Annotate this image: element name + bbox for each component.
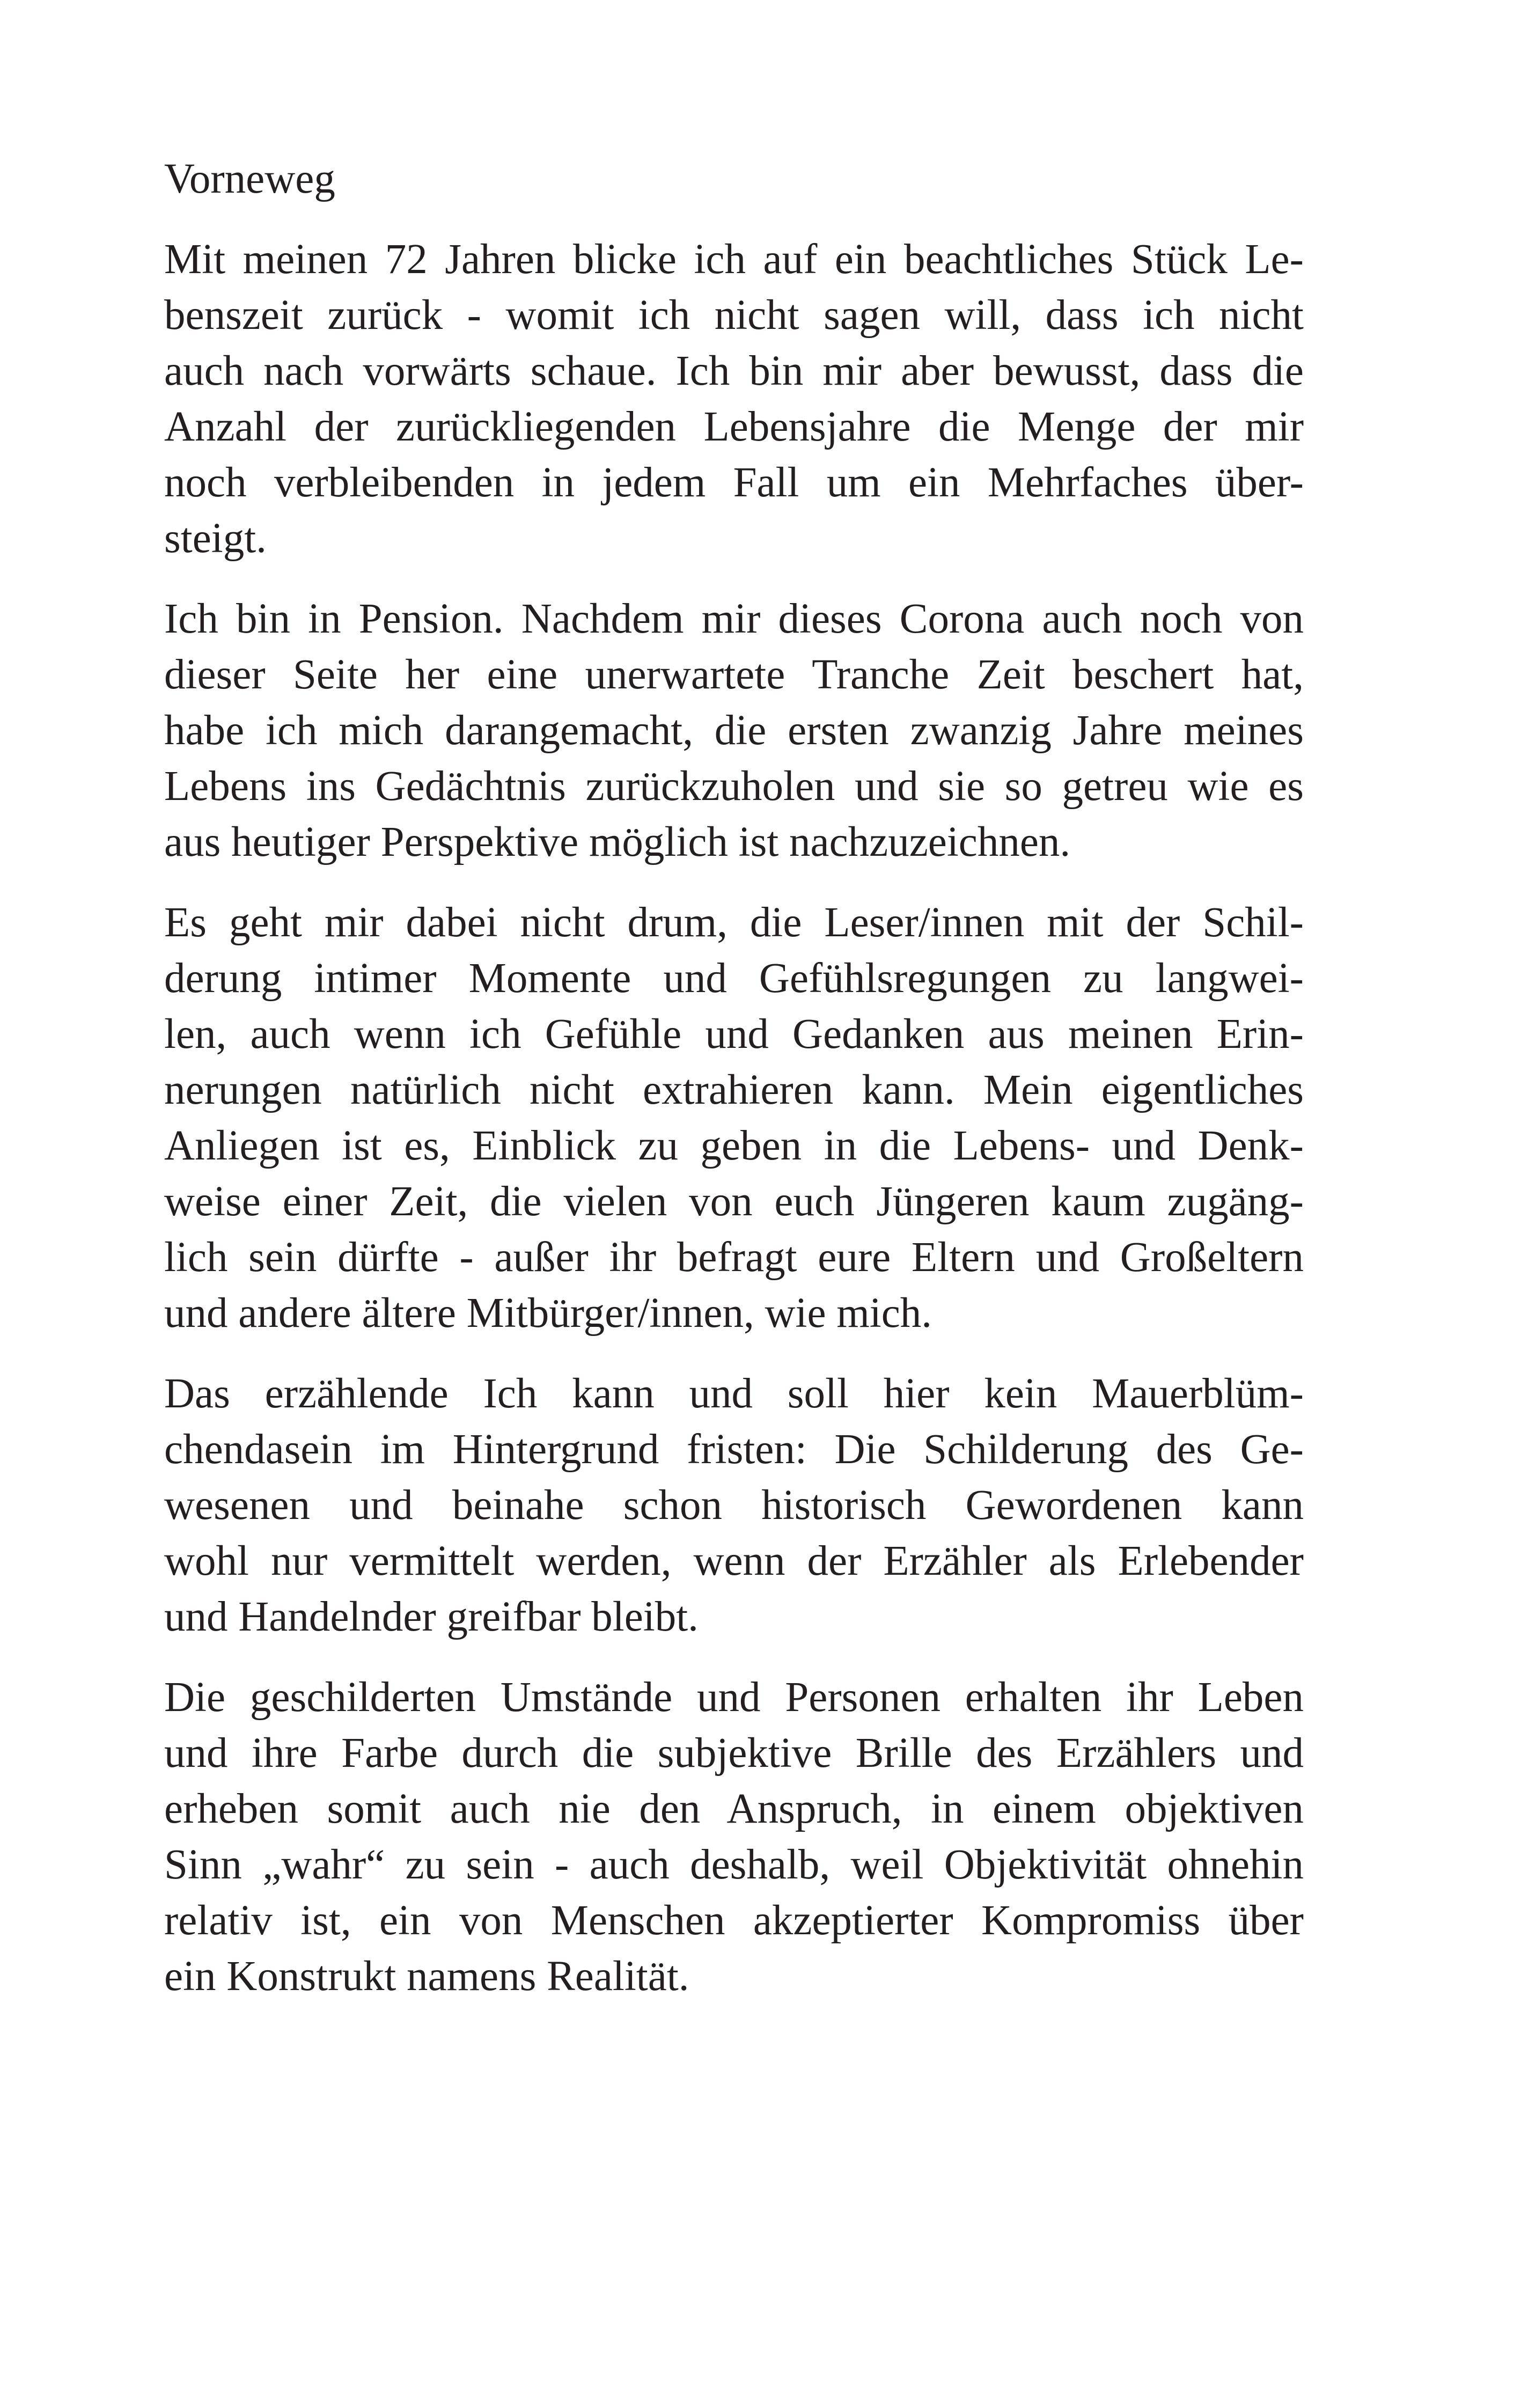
text-line: Mit meinen 72 Jahren blicke ich auf ein beachtliches Stück Le- — [164, 236, 1304, 283]
text-line: len, auch wenn ich Gefühle und Gedanken aus meinen Erin- — [164, 1011, 1304, 1058]
text-line: weise einer Zeit, die vielen von euch Jüngeren kaum zugäng- — [164, 1178, 1304, 1225]
text-line: steigt. — [164, 515, 267, 562]
text-line: nerungen natürlich nicht extrahieren kann. Mein eigentliches — [164, 1067, 1304, 1113]
text-line: wesenen und beinahe schon historisch Gewordenen kann — [164, 1482, 1304, 1529]
text-line: und andere ältere Mitbürger/innen, wie mich. — [164, 1290, 932, 1337]
text-line: relativ ist, ein von Menschen akzeptierter Kompromiss über — [164, 1897, 1304, 1944]
text-line: Ich bin in Pension. Nachdem mir dieses Corona auch noch von — [164, 596, 1304, 642]
text-line: Sinn „wahr“ zu sein - auch deshalb, weil Objektivität ohnehin — [164, 1841, 1304, 1888]
text-line: derung intimer Momente und Gefühlsregungen zu langwei- — [164, 955, 1304, 1002]
text-line: und Handelnder greifbar bleibt. — [164, 1594, 699, 1640]
text-line: Anzahl der zurückliegenden Lebensjahre die Menge der mir — [164, 403, 1304, 450]
text-line: Das erzählende Ich kann und soll hier kein Mauerblüm- — [164, 1370, 1304, 1417]
text-line: habe ich mich darangemacht, die ersten zwanzig Jahre meines — [164, 707, 1304, 754]
text-line: lich sein dürfte - außer ihr befragt eure Eltern und Großeltern — [164, 1234, 1304, 1281]
paragraph — [164, 591, 1304, 870]
paragraph — [164, 232, 1304, 567]
text-line: und ihre Farbe durch die subjektive Brille des Erzählers und — [164, 1730, 1304, 1776]
text-line: auch nach vorwärts schaue. Ich bin mir aber bewusst, dass die — [164, 348, 1304, 394]
text-line: chendasein im Hintergrund fristen: Die Schilderung des Ge- — [164, 1426, 1304, 1473]
text-line: Es geht mir dabei nicht drum, die Leser/innen mit der Schil- — [164, 899, 1304, 946]
text-line: noch verbleibenden in jedem Fall um ein Mehrfaches über- — [164, 459, 1304, 506]
paragraph — [164, 1366, 1304, 1645]
text-line: Die geschilderten Umstände und Personen erhalten ihr Leben — [164, 1674, 1304, 1721]
text-line: erheben somit auch nie den Anspruch, in einem objektiven — [164, 1786, 1304, 1832]
paragraph — [164, 895, 1304, 1341]
text-line: Lebens ins Gedächtnis zurückzuholen und sie so getreu wie es — [164, 763, 1304, 810]
section-heading: Vorneweg — [164, 156, 335, 202]
text-line: wohl nur vermittelt werden, wenn der Erzähler als Erlebender — [164, 1538, 1304, 1584]
text-line: ein Konstrukt namens Realität. — [164, 1953, 689, 2000]
text-line: aus heutiger Perspektive möglich ist nachzuzeichnen. — [164, 819, 1071, 865]
text-line: dieser Seite her eine unerwartete Tranche Zeit beschert hat, — [164, 651, 1304, 698]
paragraph — [164, 1670, 1304, 2005]
text-line: Anliegen ist es, Einblick zu geben in die Lebens- und Denk- — [164, 1122, 1304, 1169]
page-body — [164, 151, 1304, 2029]
text-line: benszeit zurück - womit ich nicht sagen will, dass ich nicht — [164, 292, 1304, 339]
